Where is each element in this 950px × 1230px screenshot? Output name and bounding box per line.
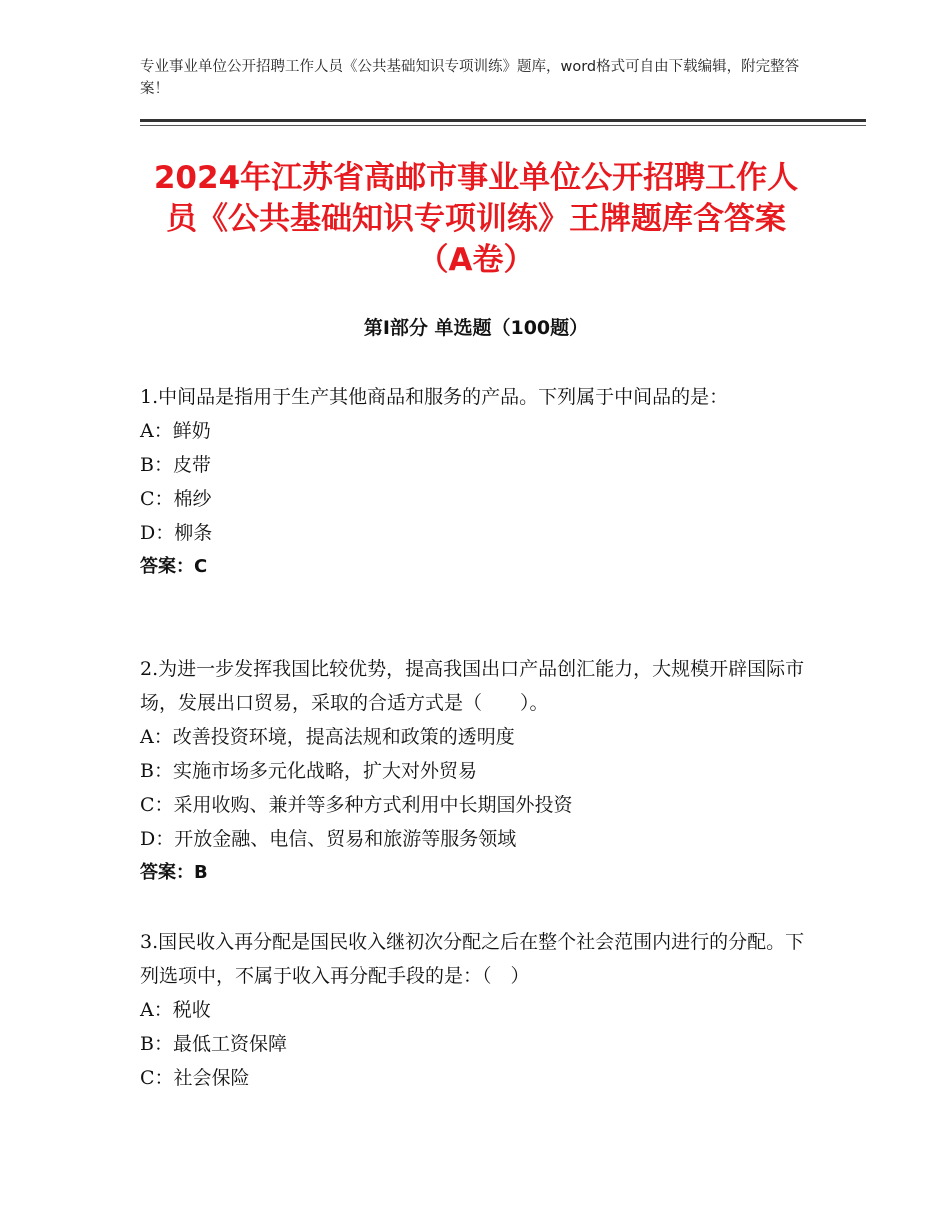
option-b: B：皮带 — [140, 454, 211, 476]
option-b: B：实施市场多元化战略，扩大对外贸易 — [140, 760, 477, 782]
question-stem: 3.国民收入再分配是国民收入继初次分配之后在整个社会范围内进行的分配。下列选项中，不属于收入再分配手段的是：（ ） — [140, 931, 805, 987]
question-stem: 1.中间品是指用于生产其他商品和服务的产品。下列属于中间品的是： — [140, 386, 729, 408]
section-heading: 第Ⅰ部分 单选题（100题） — [363, 317, 589, 339]
option-c: C：社会保险 — [140, 1067, 250, 1089]
option-a: A：改善投资环境，提高法规和政策的透明度 — [140, 726, 515, 748]
option-a: A：税收 — [140, 999, 211, 1021]
answer-line: 答案：C — [140, 556, 208, 577]
option-b: B：最低工资保障 — [140, 1033, 287, 1055]
answer-line: 答案：B — [140, 862, 208, 883]
option-d: D：柳条 — [140, 522, 213, 544]
option-a: A：鲜奶 — [140, 420, 211, 442]
question-stem: 2.为进一步发挥我国比较优势，提高我国出口产品创汇能力，大规模开辟国际市场，发展出口贸易，采取的合适方式是（ ）。 — [140, 658, 805, 714]
option-c: C：棉纱 — [140, 488, 212, 510]
header-divider-thick — [140, 119, 866, 122]
header-note: 专业事业单位公开招聘工作人员《公共基础知识专项训练》题库，word格式可自由下载编辑，附完整答案！ — [140, 59, 800, 97]
question-1 — [140, 380, 820, 584]
question-2 — [140, 652, 820, 890]
header-divider-thin — [140, 125, 866, 126]
option-d: D：开放金融、电信、贸易和旅游等服务领域 — [140, 828, 517, 850]
option-c: C：采用收购、兼并等多种方式利用中长期国外投资 — [140, 794, 573, 816]
question-3 — [140, 925, 820, 1095]
document-title: 2024年江苏省高邮市事业单位公开招聘工作人员《公共基础知识专项训练》王牌题库含答案（A卷） — [153, 160, 799, 278]
